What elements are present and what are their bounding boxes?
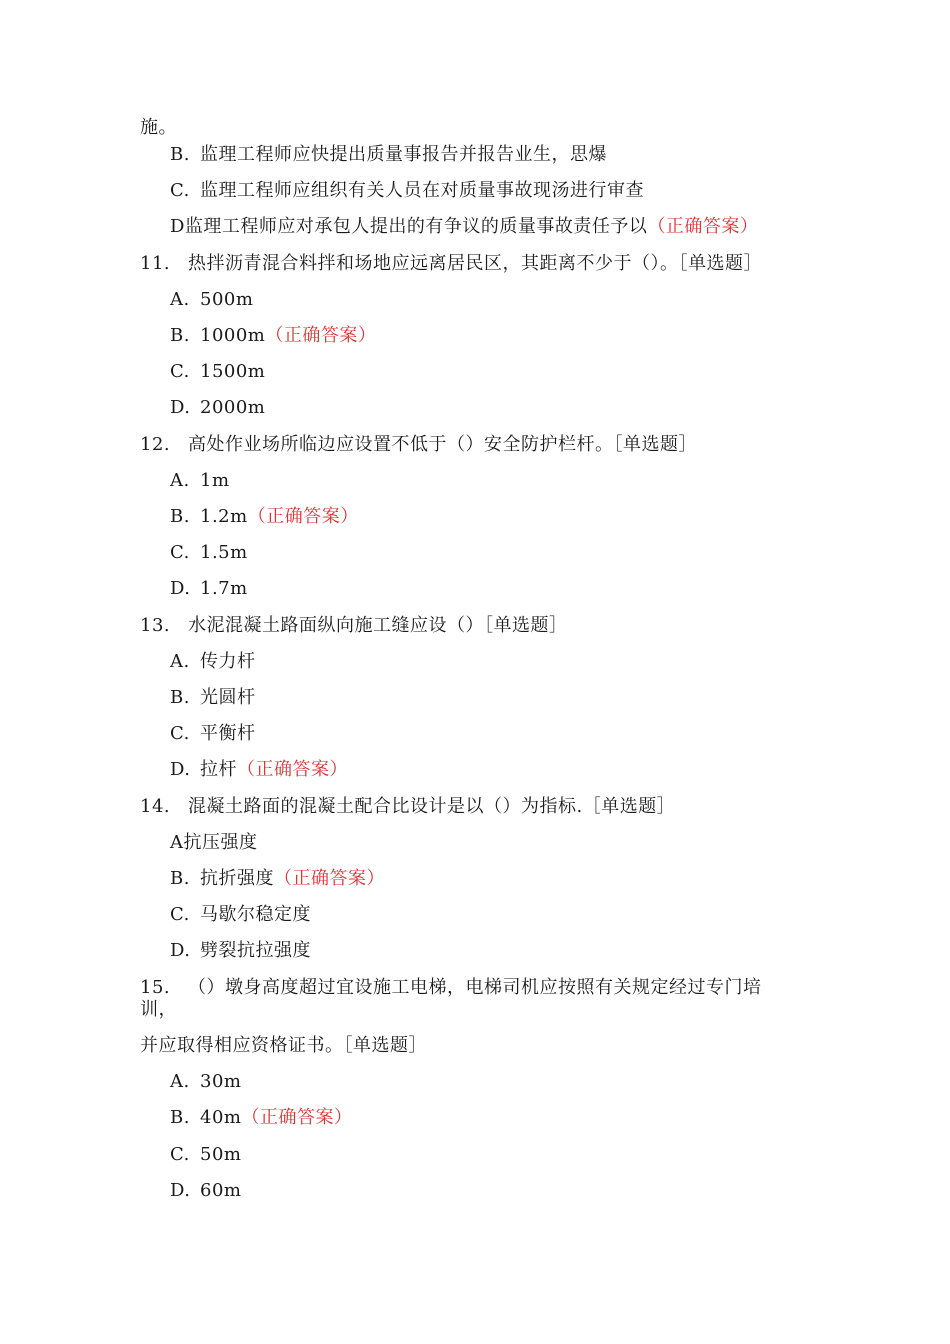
question-15-wrap (140, 998, 177, 1022)
correct-answer-mark: （正确答案） (647, 216, 759, 237)
option-label: C. (170, 361, 190, 382)
question-text: 热拌沥青混合料拌和场地应远离居民区，其距离不少于（）。［单选题］ (188, 253, 762, 274)
q10-option-c (170, 179, 644, 203)
q12-option-c (170, 541, 248, 565)
question-number: 14. (140, 796, 171, 817)
correct-answer-mark: （正确答案） (265, 325, 377, 346)
option-label: B. (170, 1107, 190, 1128)
option-label: A (170, 832, 184, 853)
q15-option-a (170, 1070, 241, 1094)
q14-option-c (170, 903, 311, 927)
option-text: 监理工程师应组织有关人员在对质量事故现汤进行审查 (200, 180, 644, 201)
question-text: 混凝土路面的混凝土配合比设计是以（）为指标.［单选题］ (188, 796, 676, 817)
correct-answer-mark: （正确答案） (241, 1107, 353, 1128)
option-label: A. (170, 289, 190, 310)
option-text: 1.7m (200, 578, 248, 599)
question-text-wrap: 训， (140, 999, 177, 1020)
option-text: 40m (200, 1107, 242, 1128)
correct-answer-mark: （正确答案） (274, 868, 385, 889)
correct-answer-mark: （正确答案） (237, 759, 348, 780)
option-label: A. (170, 470, 190, 491)
option-text: 马歇尔稳定度 (200, 904, 311, 925)
option-label: D. (170, 397, 191, 418)
option-text: 1.2m (200, 506, 248, 527)
question-15 (140, 976, 762, 1000)
option-text: 监理工程师应快提出质量事报告并报告业生，思爆 (200, 144, 607, 165)
question-number: 13. (140, 615, 171, 636)
option-label: D. (170, 759, 191, 780)
option-text: 2000m (200, 397, 266, 418)
q11-option-a (170, 288, 253, 312)
q15-option-c (170, 1143, 241, 1167)
option-text: 50m (200, 1144, 242, 1165)
option-label: D. (170, 1180, 191, 1201)
q11-option-c (170, 360, 265, 384)
option-text: 监理工程师应对承包人提出的有争议的质量事故责任予以 (184, 216, 648, 237)
q12-option-b (170, 505, 359, 529)
question-text: 水泥混凝土路面纵向施工缝应设（）［单选题］ (188, 615, 568, 636)
option-text: 30m (200, 1071, 242, 1092)
q12-option-a (170, 469, 230, 493)
option-label: D (170, 216, 185, 237)
question-text: 高处作业场所临边应设置不低于（）安全防护栏杆。［单选题］ (188, 434, 697, 455)
continuation-text-content: 施。 (140, 117, 177, 138)
question-number: 15. (140, 977, 171, 998)
option-text: 1.5m (200, 542, 248, 563)
q13-option-a (170, 650, 256, 674)
option-text: 60m (200, 1180, 242, 1201)
option-text: 传力杆 (200, 651, 256, 672)
option-label: D. (170, 578, 191, 599)
option-label: B. (170, 868, 190, 889)
option-text: 1500m (200, 361, 266, 382)
option-text: 拉杆 (200, 759, 237, 780)
continuation-text (140, 116, 177, 140)
q11-option-b (170, 324, 376, 348)
question-12 (140, 433, 697, 457)
option-label: A. (170, 651, 190, 672)
option-label: B. (170, 506, 190, 527)
option-text: 1000m (200, 325, 266, 346)
q13-option-b (170, 686, 256, 710)
option-label: D. (170, 940, 191, 961)
option-text: 抗压强度 (183, 832, 258, 853)
question-number: 11. (140, 253, 171, 274)
q15-option-d (170, 1179, 241, 1203)
question-15-continued (140, 1034, 427, 1058)
option-text: 1m (200, 470, 230, 491)
question-text-continued: 并应取得相应资格证书。［单选题］ (140, 1035, 427, 1056)
q13-option-d (170, 758, 348, 782)
q10-option-d (170, 215, 758, 239)
option-label: A. (170, 1071, 190, 1092)
q14-option-d (170, 939, 311, 963)
option-label: B. (170, 325, 190, 346)
option-label: B. (170, 687, 190, 708)
option-text: 光圆杆 (200, 687, 256, 708)
option-label: C. (170, 904, 190, 925)
option-label: B. (170, 144, 190, 165)
correct-answer-mark: （正确答案） (247, 506, 359, 527)
q14-option-a (170, 831, 258, 855)
option-label: C. (170, 180, 190, 201)
option-label: C. (170, 542, 190, 563)
option-text: 500m (200, 289, 254, 310)
option-label: C. (170, 1144, 190, 1165)
q13-option-c (170, 722, 256, 746)
question-11 (140, 252, 762, 276)
q10-option-b (170, 143, 607, 167)
q14-option-b (170, 867, 385, 891)
q12-option-d (170, 577, 248, 601)
question-13 (140, 614, 568, 638)
q11-option-d (170, 396, 265, 420)
option-label: C. (170, 723, 190, 744)
question-number: 12. (140, 434, 171, 455)
question-text: （）墩身高度超过宜设施工电梯，电梯司机应按照有关规定经过专门培 (188, 977, 762, 998)
option-text: 抗折强度 (200, 868, 274, 889)
option-text: 劈裂抗拉强度 (200, 940, 311, 961)
q15-option-b (170, 1106, 352, 1130)
question-14 (140, 795, 675, 819)
option-text: 平衡杆 (200, 723, 256, 744)
